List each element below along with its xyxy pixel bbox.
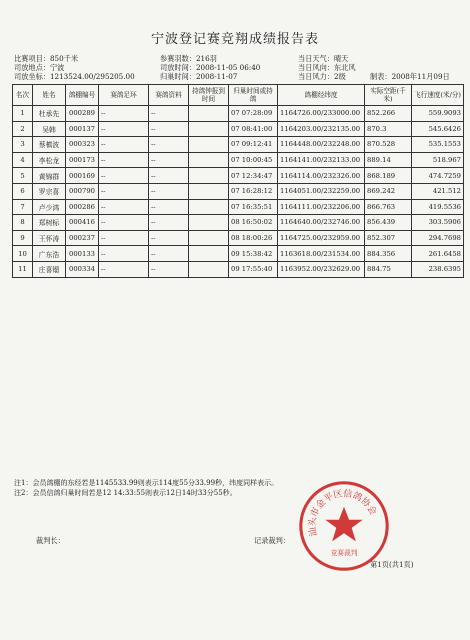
cell-arrival: 07 12:34:47 [229,168,278,184]
header-arrival: 归巢时间或持鸽 [229,85,278,106]
cell-arrival: 08 16:50:02 [229,215,278,231]
cell-coords: 1164448.00/232248.00 [278,137,365,153]
cell-clock [189,246,229,262]
cell-name: 蔡槙波 [33,137,66,153]
notes [14,478,278,498]
cell-coords: 1163618.00/231534.00 [278,246,365,262]
cell-info: -- [149,246,189,262]
cell-loft: 000137 [66,121,99,137]
cell-ring: -- [99,261,149,277]
cell-clock [189,137,229,153]
cell-arrival: 09 17:55:40 [229,261,278,277]
cell-distance: 866.763 [365,199,412,215]
cell-info: -- [149,215,189,231]
cell-distance: 868.189 [365,168,412,184]
cell-clock [189,168,229,184]
report-title: 宁波登记赛竞翔成绩报告表 [150,32,319,47]
table-row [13,121,464,137]
cell-info: -- [149,230,189,246]
release-place: 司放地点：宁波 [14,63,65,72]
cell-info: -- [149,261,189,277]
cell-arrival: 09 15:38:42 [229,246,278,262]
cell-loft: 000289 [66,106,99,122]
header-coords: 鸽棚经纬度 [278,85,365,106]
cell-ring: -- [99,121,149,137]
cell-clock [189,261,229,277]
cell-speed: 303.5906 [412,215,464,231]
cell-arrival: 07 07:28:09 [229,106,278,122]
cell-rank: 3 [13,137,33,153]
wind-direction: 当日风向：东北风 [298,63,356,72]
results-table [12,84,464,278]
table-row [13,261,464,277]
cell-clock [189,183,229,199]
table-row [13,137,464,153]
cell-speed: 518.967 [412,152,464,168]
cell-ring: -- [99,230,149,246]
cell-clock [189,106,229,122]
cell-name: 郑树标 [33,215,66,231]
cell-coords: 1163952.00/232629.00 [278,261,365,277]
table-row [13,199,464,215]
cell-clock [189,230,229,246]
cell-coords: 1164114.00/232326.00 [278,168,365,184]
note-1: 注1：会员鸽棚的东经若是1145533.99则表示114度55分33.99秒，纬度同样表示。 [14,479,279,487]
cell-info: -- [149,152,189,168]
header-name: 姓名 [33,85,66,106]
cell-name: 杜承先 [33,106,66,122]
cell-rank: 2 [13,121,33,137]
cell-speed: 474.7259 [412,168,464,184]
cell-speed: 238.6395 [412,261,464,277]
cell-coords: 1164141.00/232133.00 [278,152,365,168]
cell-arrival: 07 08:41:00 [229,121,278,137]
table-body [13,106,464,278]
cell-name: 庄喜镏 [33,261,66,277]
cell-distance: 852.307 [365,230,412,246]
recorder-label: 记录裁判： [254,536,290,545]
cell-coords: 1164051.00/232259.00 [278,183,365,199]
cell-coords: 1164725.00/232959.00 [278,230,365,246]
return-time: 归巢时间：2008-11-07 [160,72,238,81]
cell-coords: 1164203.00/232135.00 [278,121,365,137]
wind-row [298,72,450,81]
page-number: 第1页(共1页) [370,560,414,569]
cell-distance: 856.439 [365,215,412,231]
table-row [13,106,464,122]
cell-ring: -- [99,137,149,153]
cell-clock [189,152,229,168]
cell-clock [189,121,229,137]
cell-distance: 852.266 [365,106,412,122]
cell-name: 李松龙 [33,152,66,168]
table-row [13,168,464,184]
cell-speed: 294.7698 [412,230,464,246]
cell-name: 王怀涛 [33,230,66,246]
wind-force: 当日风力：2级 [298,72,346,81]
cell-ring: -- [99,215,149,231]
cell-speed: 535.1553 [412,137,464,153]
table-row [13,152,464,168]
header-clock: 持鸽钟报到时间 [189,85,229,106]
referee-label: 裁判长： [36,536,65,545]
cell-info: -- [149,106,189,122]
cell-loft: 000169 [66,168,99,184]
cell-loft: 000334 [66,261,99,277]
cell-distance: 889.14 [365,152,412,168]
cell-speed: 559.9093 [412,106,464,122]
cell-rank: 8 [13,215,33,231]
cell-loft: 000286 [66,199,99,215]
cell-ring: -- [99,199,149,215]
meta-col-2 [160,54,260,81]
cell-loft: 000133 [66,246,99,262]
cell-distance: 869.242 [365,183,412,199]
header-rank: 名次 [13,85,33,106]
cell-rank: 7 [13,199,33,215]
cell-rank: 11 [13,261,33,277]
cell-rank: 10 [13,246,33,262]
cell-distance: 870.3 [365,121,412,137]
header-info: 赛鸽资料 [149,85,189,106]
weather: 当日天气：晴天 [298,54,349,63]
table-row [13,215,464,231]
cell-loft: 000173 [66,152,99,168]
cell-coords: 1164640.00/232746.00 [278,215,365,231]
cell-loft: 000323 [66,137,99,153]
cell-speed: 545.6426 [412,121,464,137]
meta-col-3 [298,54,450,81]
note-2: 注2：会员信鸽归巢时间若是12 14:33:55则表示12日14时33分55秒。 [14,489,237,497]
cell-loft: 000416 [66,215,99,231]
cell-arrival: 07 16:28:12 [229,183,278,199]
release-time: 司放时间：2008-11-05 06:40 [160,63,261,72]
cell-name: 罗宗喜 [33,183,66,199]
seal-text: 汕头市金平区信鸽协会 [307,489,378,538]
report-date: 制表：2008年11月09日 [370,72,450,81]
cell-rank: 1 [13,106,33,122]
cell-ring: -- [99,246,149,262]
meta-col-1 [14,54,135,81]
entries-count: 参赛羽数：216羽 [160,54,217,63]
seal-subtext: 竞赛裁判 [330,548,358,557]
cell-rank: 4 [13,152,33,168]
cell-clock [189,199,229,215]
cell-name: 广东浩 [33,246,66,262]
table-row [13,246,464,262]
cell-info: -- [149,199,189,215]
cell-info: -- [149,137,189,153]
header-ring: 赛鸽足环 [99,85,149,106]
cell-info: -- [149,168,189,184]
cell-coords: 1164726.00/233000.00 [278,106,365,122]
cell-arrival: 07 16:35:51 [229,199,278,215]
cell-rank: 9 [13,230,33,246]
cell-ring: -- [99,168,149,184]
cell-speed: 419.5536 [412,199,464,215]
cell-arrival: 07 10:00:45 [229,152,278,168]
cell-ring: -- [99,152,149,168]
cell-info: -- [149,121,189,137]
header-loft: 鸽棚编号 [66,85,99,106]
cell-speed: 261.6458 [412,246,464,262]
cell-name: 卢少鸿 [33,199,66,215]
cell-info: -- [149,183,189,199]
race-item: 比赛项目：850千米 [14,54,79,63]
cell-clock [189,215,229,231]
cell-arrival: 07 09:12:41 [229,137,278,153]
cell-distance: 870.528 [365,137,412,153]
cell-coords: 1164111.00/232206.00 [278,199,365,215]
cell-arrival: 08 18:00:26 [229,230,278,246]
cell-ring: -- [99,106,149,122]
cell-distance: 884.356 [365,246,412,262]
cell-loft: 000790 [66,183,99,199]
cell-name: 吴韩 [33,121,66,137]
table-row [13,230,464,246]
cell-speed: 421.512 [412,183,464,199]
release-coords: 司放坐标：1213524.00/295205.00 [14,72,135,81]
cell-rank: 6 [13,183,33,199]
header-distance: 实际空距(千米) [365,85,412,106]
cell-name: 黄锦群 [33,168,66,184]
table-row [13,183,464,199]
table-header-row [13,85,464,106]
cell-loft: 000237 [66,230,99,246]
header-speed: 飞行速度(米/分) [412,85,464,106]
cell-distance: 884.75 [365,261,412,277]
cell-ring: -- [99,183,149,199]
cell-rank: 5 [13,168,33,184]
